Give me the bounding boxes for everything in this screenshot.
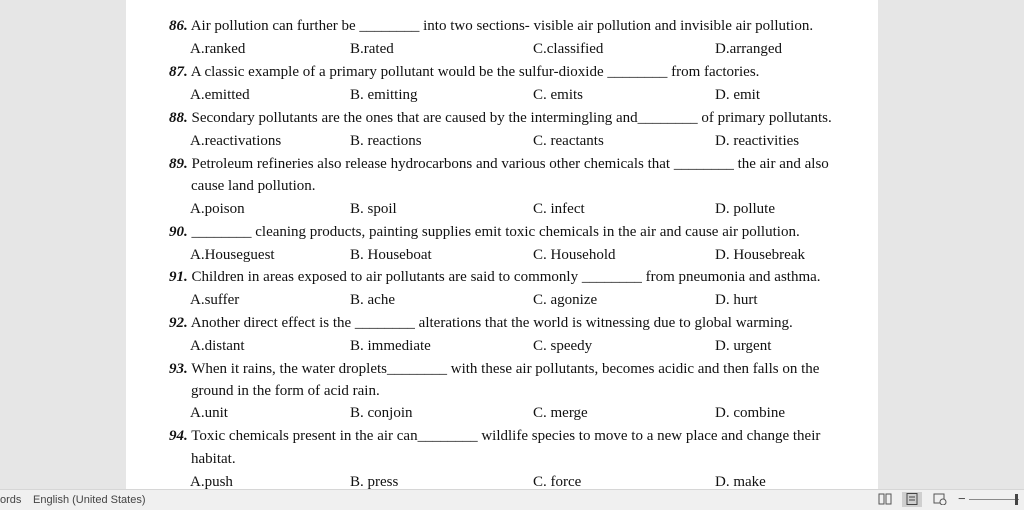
option-d: D. combine xyxy=(715,405,785,421)
option-b: B. conjoin xyxy=(350,405,413,421)
option-b: B. reactions xyxy=(350,133,422,149)
option-d: D. Housebreak xyxy=(715,247,805,263)
option-a: A.ranked xyxy=(190,41,246,57)
question-93-continuation: ground in the form of acid rain. xyxy=(191,383,380,399)
option-a: A.reactivations xyxy=(190,133,282,149)
question-89-continuation: cause land pollution. xyxy=(191,178,316,194)
question-89: 89. Petroleum refineries also release hydrocarbons and various other chemicals that ________ the air and also xyxy=(169,156,829,172)
option-d: D. hurt xyxy=(715,292,758,308)
word-count[interactable]: ords xyxy=(0,494,22,506)
option-a: A.suffer xyxy=(190,292,240,308)
option-b: B. emitting xyxy=(350,87,418,103)
question-90: 90. ________ cleaning products, painting supplies emit toxic chemicals in the air and cause air pollution. xyxy=(169,224,800,240)
option-c: C.classified xyxy=(533,41,604,57)
option-d: D. reactivities xyxy=(715,133,800,149)
question-92: 92. Another direct effect is the ________ alterations that the world is witnessing due to global warming. xyxy=(169,315,793,331)
web-layout-icon xyxy=(933,493,947,505)
option-a: A.emitted xyxy=(190,87,250,103)
option-b: B. spoil xyxy=(350,201,397,217)
question-91: 91. Children in areas exposed to air pollutants are said to commonly ________ from pneumonia and asthma. xyxy=(169,269,821,285)
option-d: D. urgent xyxy=(715,338,772,354)
option-d: D. emit xyxy=(715,87,760,103)
language-indicator[interactable]: English (United States) xyxy=(33,494,146,506)
print-layout-button[interactable] xyxy=(902,492,922,507)
question-86: 86. Air pollution can further be ________ into two sections- visible air pollution and invisible air pollution. xyxy=(169,18,814,34)
zoom-out-button[interactable]: − xyxy=(958,491,966,506)
question-87: 87. A classic example of a primary pollutant would be the sulfur-dioxide ________ from factories. xyxy=(169,64,760,80)
option-c: C. speedy xyxy=(533,338,593,354)
zoom-slider-thumb[interactable] xyxy=(1015,494,1018,505)
option-b: B. Houseboat xyxy=(350,247,432,263)
option-a: A.distant xyxy=(190,338,245,354)
question-88: 88. Secondary pollutants are the ones that are caused by the intermingling and________ of primary pollutants. xyxy=(169,110,832,126)
read-mode-icon xyxy=(878,493,892,505)
zoom-slider[interactable] xyxy=(969,499,1019,500)
option-a: A.Houseguest xyxy=(190,247,275,263)
status-bar xyxy=(0,489,1024,510)
option-c: C. force xyxy=(533,474,582,489)
option-d: D. pollute xyxy=(715,201,775,217)
option-c: C. merge xyxy=(533,405,588,421)
print-layout-icon xyxy=(905,493,919,505)
option-c: C. agonize xyxy=(533,292,598,308)
question-93: 93. When it rains, the water droplets________ with these air pollutants, becomes acidic and then falls on the xyxy=(169,361,820,377)
option-c: C. reactants xyxy=(533,133,604,149)
option-d: D. make xyxy=(715,474,766,489)
option-b: B. immediate xyxy=(350,338,431,354)
option-d: D.arranged xyxy=(715,41,783,57)
question-94: 94. Toxic chemicals present in the air can________ wildlife species to move to a new place and change their xyxy=(169,428,821,444)
option-b: B. ache xyxy=(350,292,395,308)
option-a: A.push xyxy=(190,474,233,489)
option-b: B. press xyxy=(350,474,399,489)
web-layout-button[interactable] xyxy=(930,492,950,507)
read-mode-button[interactable] xyxy=(875,492,895,507)
question-94-continuation: habitat. xyxy=(191,451,236,467)
option-a: A.unit xyxy=(190,405,228,421)
option-c: C. emits xyxy=(533,87,584,103)
document-page[interactable] xyxy=(126,0,878,489)
option-c: C. Household xyxy=(533,247,616,263)
option-b: B.rated xyxy=(350,41,394,57)
option-c: C. infect xyxy=(533,201,585,217)
option-a: A.poison xyxy=(190,201,245,217)
